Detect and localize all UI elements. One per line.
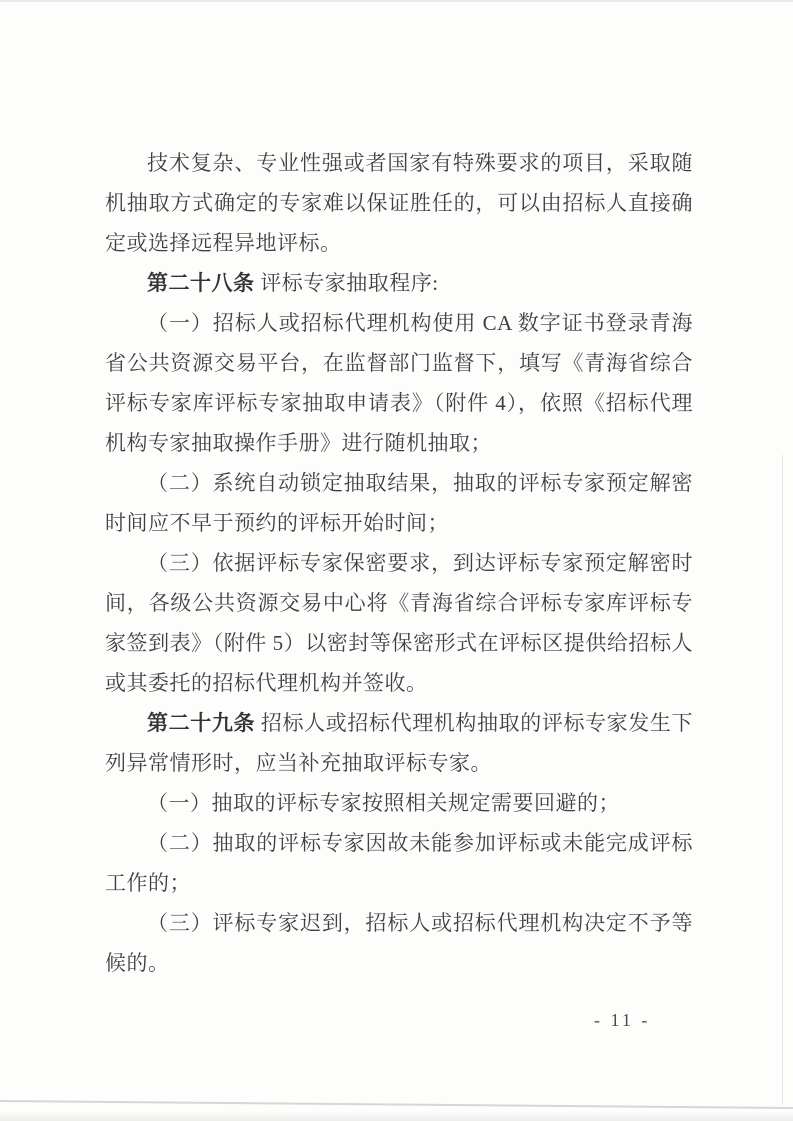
paragraph-item-2	[105, 463, 693, 543]
paragraph-item-1	[105, 303, 693, 463]
paragraph-text: （一）招标人或招标代理机构使用 CA 数字证书登录青海省公共资源交易平台，在监督部门监督下，填写《青海省综合评标专家库评标专家抽取申请表》（附件 4），依照《招标代理机构专家抽取操作手册》进行随机抽取；	[105, 311, 693, 455]
paragraph-article-28	[105, 263, 693, 303]
paragraph-item-1b	[105, 783, 693, 823]
scan-edge-bottom	[0, 1100, 793, 1109]
article-term: 第二十九条	[147, 711, 256, 735]
article-text: 招标人或招标代理机构抽取的评标专家发生下列异常情形时，应当补充抽取评标专家。	[105, 711, 694, 775]
paragraph-text: （三）依据评标专家保密要求，到达评标专家预定解密时间，各级公共资源交易中心将《青海省综合评标专家库评标专家签到表》（附件 5）以密封等保密形式在评标区提供给招标人或其委托的招标代理机构并签收。	[105, 551, 693, 695]
paragraph-text: 技术复杂、专业性强或者国家有特殊要求的项目，采取随机抽取方式确定的专家难以保证胜任的，可以由招标人直接确定或选择远程异地评标。	[105, 151, 693, 255]
scan-edge-right	[782, 455, 783, 1105]
scan-edge-top	[0, 0, 793, 2]
document-body	[105, 143, 693, 983]
paragraph-text: （一）抽取的评标专家按照相关规定需要回避的；	[147, 791, 620, 815]
scan-band-bottom	[0, 1112, 793, 1121]
article-term: 第二十八条	[147, 271, 255, 295]
paragraph-intro	[105, 143, 693, 263]
paragraph-article-29	[105, 703, 693, 783]
page-number: - 11 -	[594, 1010, 651, 1030]
paragraph-item-3	[105, 543, 693, 703]
paragraph-text: （二）系统自动锁定抽取结果，抽取的评标专家预定解密时间应不早于预约的评标开始时间；	[105, 471, 693, 535]
paragraph-item-2b	[105, 823, 693, 903]
paragraph-text: （三）评标专家迟到，招标人或招标代理机构决定不予等候的。	[105, 911, 693, 975]
paragraph-item-3b	[105, 903, 693, 983]
article-text: 评标专家抽取程序:	[254, 271, 439, 295]
paragraph-text: （二）抽取的评标专家因故未能参加评标或未能完成评标工作的；	[105, 831, 693, 895]
